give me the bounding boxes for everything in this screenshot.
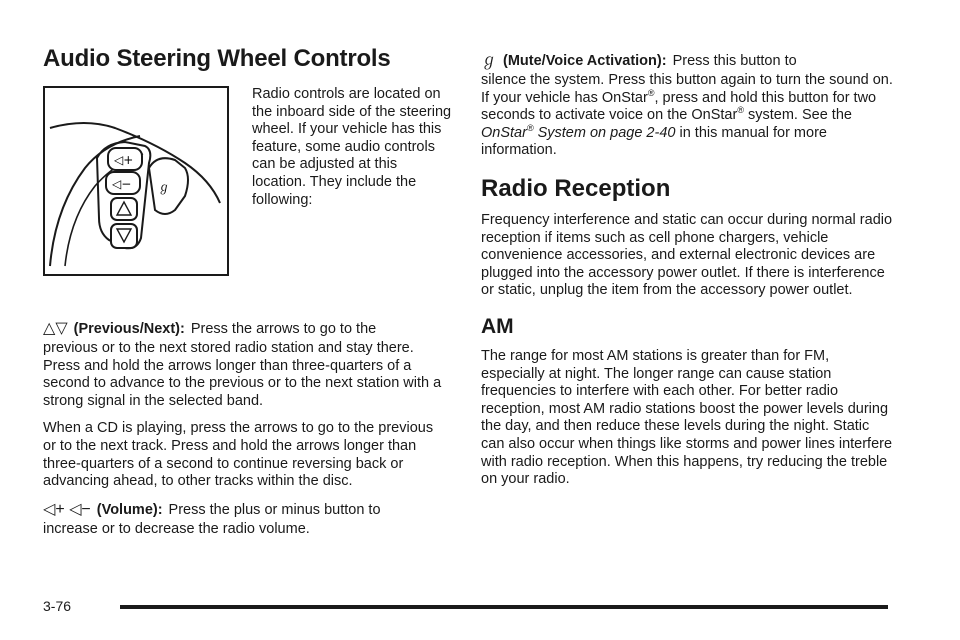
right-column (481, 52, 893, 489)
volume-glyphs: ◁+ ◁− (43, 500, 91, 518)
mute-voice-icon: ℊ (481, 52, 498, 69)
mute-heading (481, 52, 893, 70)
am-text: The range for most AM stations is greater than for FM, especially at night. The longer range can cause station frequencies to interfere with each other. For better radio reception, most AM radio stations boost the power levels during the day, and then reduce these levels during the night. Static can also occur when things like storms and power lines interfere with radio reception. When this happens, try reducing the treble on your radio. (481, 347, 893, 488)
prev-next-term: (Previous/Next): (73, 321, 185, 337)
prev-next-heading (43, 320, 448, 338)
cd-track-text: When a CD is playing, press the arrows to go to the previous or to the next track. Press and hold the arrows longer than three-quarters of a second to continue reversing back or advancing ahead, to other tracks within the disc. (43, 420, 434, 490)
mute-voice-icon: ℊ (158, 180, 171, 194)
radio-reception-text: Frequency interference and static can occur during normal radio reception if items such as cell phone chargers, vehicle convenience accessories, and external electronic devices are plugged into the accessory power outlet. If there is interference or static, unplug the item from the accessory power outlet. (481, 211, 893, 299)
volume-term: (Volume): (96, 501, 163, 518)
page-number: 3-76 (43, 598, 72, 614)
mute-term: (Mute/Voice Activation): (503, 53, 667, 69)
am-title: AM (481, 314, 514, 338)
mute-body: silence the system. Press this button again to turn the sound on. If your vehicle has OnStar®, press and hold this button for two seconds to activate voice on the OnStar® system. See the OnStar® System on page 2-40 in this manual for more information. (481, 72, 893, 159)
volume-lead: Press the plus or minus button to (168, 501, 381, 518)
prev-next-body: previous or to the next stored radio station and stay there. Press and hold the arrows longer than three-quarters of a second to advance to the previous or to the next station with a strong signal in the selected band. (43, 340, 442, 409)
intro-text: Radio controls are located on the inboard side of the steering wheel. If your vehicle has this feature, some audio controls can be adjusted at this location. They include the following: (252, 86, 452, 208)
intro-block (43, 86, 452, 320)
volume-body: increase or to decrease the radio volume. (43, 520, 310, 537)
previous-arrow-icon: △ (43, 320, 56, 337)
section-title: Audio Steering Wheel Controls (43, 45, 391, 72)
radio-reception-title: Radio Reception (481, 174, 671, 202)
volume-heading (43, 501, 448, 519)
volume-up-icon: ◁+ (114, 153, 134, 167)
volume-up-icon: ◁ (43, 500, 56, 518)
volume-down-icon: ◁− (112, 177, 132, 191)
volume-down-icon: ◁ (69, 500, 82, 518)
steering-wheel-controls-illustration (43, 86, 229, 276)
next-arrow-icon: ▽ (55, 320, 68, 337)
prev-next-glyphs (43, 320, 68, 338)
footer-rule (120, 605, 888, 609)
onstar-reference-link[interactable]: OnStar® System on page 2-40 (481, 122, 676, 141)
prev-next-lead: Press the arrows to go to the (190, 321, 377, 337)
mute-lead: Press this button to (672, 53, 797, 69)
left-column (43, 44, 452, 538)
